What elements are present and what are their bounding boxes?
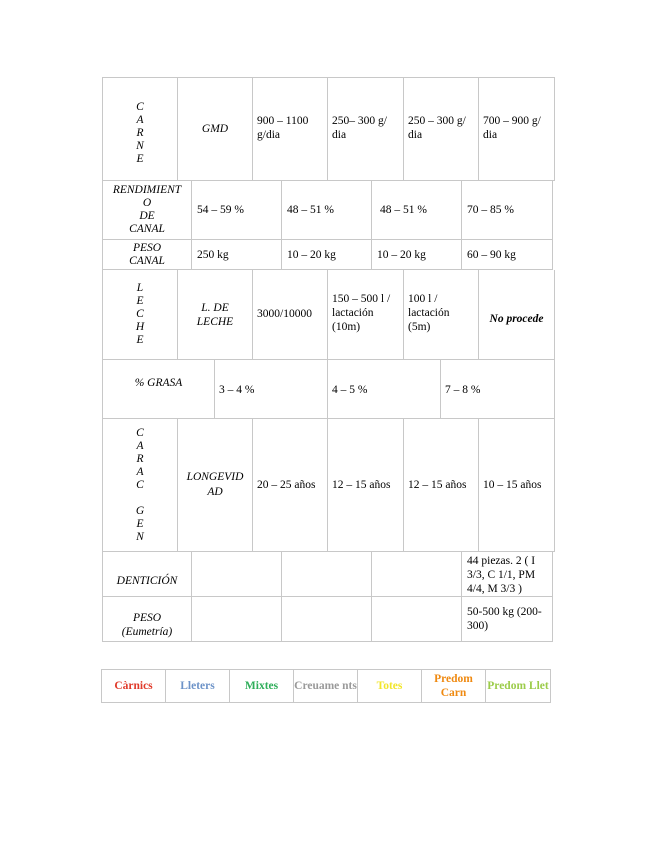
cell-grasa-3: 7 – 8 % — [441, 360, 555, 418]
legend-lleters: Lleters — [166, 670, 230, 702]
label-grasa: % GRASA — [102, 360, 215, 418]
cell-grasa-1: 3 – 4 % — [215, 360, 328, 418]
cell-rend-4: 70 – 85 % — [462, 181, 553, 239]
cell-gmd-4: 700 – 900 g/ dia — [479, 78, 555, 180]
cell-peso-eumetria-1 — [192, 597, 282, 641]
cell-peso-eumetria-3 — [372, 597, 462, 641]
cell-peso-eumetria-4: 50-500 kg (200-300) — [462, 597, 553, 641]
cell-leche-3: 100 l / lactación (5m) — [404, 270, 479, 359]
row-longevidad — [102, 419, 555, 552]
cell-longevidad-1: 20 – 25 años — [253, 419, 328, 551]
cell-denticion-2 — [282, 552, 372, 596]
legend-creuaments: Creuame nts — [294, 670, 358, 702]
side-label-leche: L E C H E — [102, 270, 178, 359]
row-peso-eumetria — [102, 597, 553, 642]
cell-peso-canal-1: 250 kg — [192, 240, 282, 269]
row-peso-canal — [102, 240, 553, 270]
legend-predom-llet: Predom Llet — [487, 680, 549, 692]
cell-rend-1: 54 – 59 % — [192, 181, 282, 239]
legend-predom-carn: Predom Carn — [422, 670, 486, 702]
cell-peso-canal-4: 60 – 90 kg — [462, 240, 553, 269]
cell-rend-2: 48 – 51 % — [282, 181, 372, 239]
row-rendimiento — [102, 181, 553, 240]
cell-peso-eumetria-2 — [282, 597, 372, 641]
label-denticion: DENTICIÓN — [102, 552, 192, 596]
label-litros-leche: L. DE LECHE — [178, 270, 253, 359]
label-peso-eumetria: PESO (Eumetría) — [102, 597, 192, 641]
cell-denticion-1 — [192, 552, 282, 596]
comparison-table — [102, 77, 555, 642]
legend-carnics: Càrnics — [102, 670, 166, 702]
row-denticion — [102, 552, 553, 597]
cell-peso-canal-3: 10 – 20 kg — [372, 240, 462, 269]
cell-gmd-1: 900 – 1100 g/dia — [253, 78, 328, 180]
cell-longevidad-4: 10 – 15 años — [479, 419, 555, 551]
label-longevidad: LONGEVID AD — [178, 419, 253, 551]
label-peso-canal: PESO CANAL — [102, 240, 192, 269]
color-legend — [101, 669, 551, 703]
cell-grasa-2: 4 – 5 % — [328, 360, 441, 418]
cell-leche-1: 3000/10000 — [253, 270, 328, 359]
cell-leche-4: No procede — [479, 270, 555, 359]
cell-gmd-3: 250 – 300 g/ dia — [404, 78, 479, 180]
label-rendimiento: RENDIMIENT O DE CANAL — [102, 181, 192, 239]
legend-mixtes: Mixtes — [230, 670, 294, 702]
cell-gmd-2: 250– 300 g/ dia — [328, 78, 404, 180]
side-label-carne: C A R N E — [102, 78, 178, 180]
label-gmd: GMD — [178, 78, 253, 180]
cell-longevidad-2: 12 – 15 años — [328, 419, 404, 551]
cell-peso-canal-2: 10 – 20 kg — [282, 240, 372, 269]
cell-denticion-3 — [372, 552, 462, 596]
cell-rend-3: 48 – 51 % — [372, 181, 462, 239]
row-carne-gmd — [102, 77, 555, 181]
row-leche — [102, 270, 555, 360]
row-grasa — [102, 360, 555, 419]
cell-longevidad-3: 12 – 15 años — [404, 419, 479, 551]
side-label-carac-gen: C A R A C G E N — [102, 419, 178, 551]
cell-denticion-4: 44 piezas. 2 ( I 3/3, C 1/1, PM 4/4, M 3/3 ) — [462, 552, 553, 596]
legend-totes: Totes — [358, 670, 422, 702]
cell-leche-2: 150 – 500 l / lactación (10m) — [328, 270, 404, 359]
